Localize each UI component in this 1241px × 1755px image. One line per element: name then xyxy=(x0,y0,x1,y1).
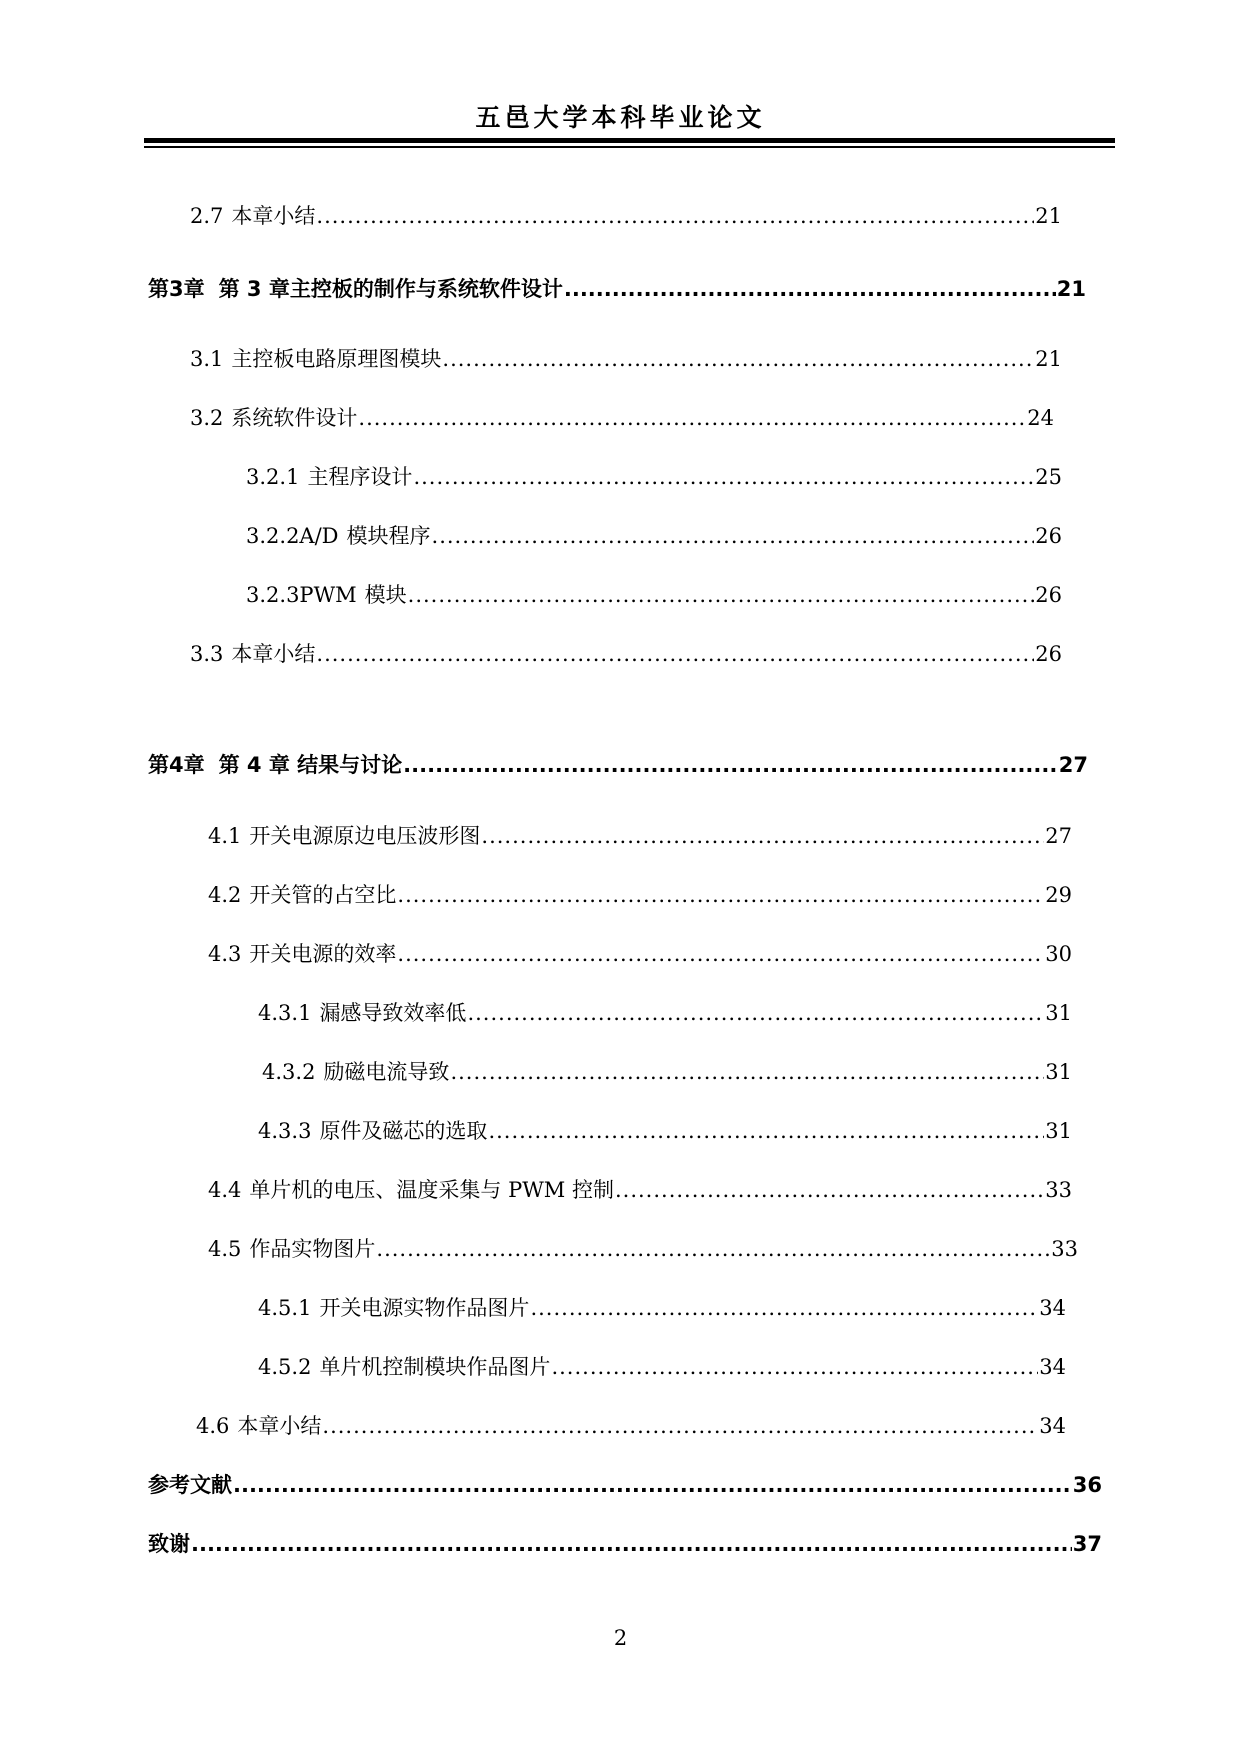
toc-entry[interactable] xyxy=(208,879,1072,909)
toc-entry-number: 3.2 xyxy=(190,406,224,430)
toc-entry-title: 第 4 章 结果与讨论 xyxy=(218,753,403,777)
toc-entry-number: 第3章 xyxy=(148,277,205,301)
toc-entry-title: 开关电源实物作品图片 xyxy=(319,1296,530,1320)
toc-entry-page: 27 xyxy=(1045,824,1072,848)
toc-entry-page: 34 xyxy=(1039,1414,1066,1438)
toc-entry[interactable] xyxy=(196,1410,1066,1440)
toc-dot-leader xyxy=(615,1178,1044,1202)
toc-entry[interactable] xyxy=(262,1056,1072,1086)
toc-entry-page: 34 xyxy=(1039,1355,1066,1379)
toc-entry[interactable] xyxy=(258,997,1072,1027)
toc-dot-leader xyxy=(467,1001,1044,1025)
toc-entry-page: 24 xyxy=(1027,406,1054,430)
toc-entry[interactable] xyxy=(258,1292,1066,1322)
toc-entry-page: 25 xyxy=(1035,465,1062,489)
toc-entry-page: 31 xyxy=(1045,1001,1072,1025)
toc-entry-title: 漏感导致效率低 xyxy=(319,1001,467,1025)
toc-entry-title: 系统软件设计 xyxy=(231,406,358,430)
toc-entry-page: 31 xyxy=(1045,1060,1072,1084)
toc-dot-leader xyxy=(413,465,1034,489)
toc-entry[interactable] xyxy=(208,1233,1078,1263)
toc-entry-title: 开关管的占空比 xyxy=(249,883,397,907)
toc-entry-number: 第4章 xyxy=(148,753,205,777)
toc-entry-page: 33 xyxy=(1045,1178,1072,1202)
toc-entry[interactable] xyxy=(258,1351,1066,1381)
toc-entry[interactable] xyxy=(246,461,1062,491)
toc-entry[interactable] xyxy=(246,520,1062,550)
toc-entry-title: 致谢 xyxy=(148,1532,190,1556)
toc-entry-number: 3.1 xyxy=(190,347,224,371)
toc-dot-leader xyxy=(403,753,1058,777)
toc-entry-number: 4.5.1 xyxy=(258,1296,312,1320)
toc-dot-leader xyxy=(397,883,1044,907)
toc-entry[interactable] xyxy=(148,273,1086,303)
toc-dot-leader xyxy=(551,1355,1038,1379)
toc-entry-number: 3.2.1 xyxy=(246,465,300,489)
page-number: 2 xyxy=(613,1626,628,1650)
toc-entry-number: 3.3 xyxy=(190,642,224,666)
toc-entry-number: 2.7 xyxy=(190,204,224,228)
toc-entry[interactable] xyxy=(190,200,1062,230)
toc-entry-page: 27 xyxy=(1058,753,1088,777)
toc-entry[interactable] xyxy=(148,749,1088,779)
toc-entry[interactable] xyxy=(190,638,1062,668)
toc-dot-leader xyxy=(450,1060,1044,1084)
toc-entry-title: 主程序设计 xyxy=(307,465,413,489)
toc-dot-leader xyxy=(397,942,1044,966)
toc-entry-page: 31 xyxy=(1045,1119,1072,1143)
toc-entry-page: 33 xyxy=(1051,1237,1078,1261)
toc-entry-title: 本章小结 xyxy=(231,642,316,666)
toc-entry-number: 4.5 xyxy=(208,1237,242,1261)
toc-entry-page: 21 xyxy=(1056,277,1086,301)
toc-dot-leader xyxy=(442,347,1034,371)
toc-entry[interactable] xyxy=(190,343,1062,373)
toc-dot-leader xyxy=(564,277,1056,301)
toc-dot-leader xyxy=(358,406,1026,430)
toc-entry-page: 26 xyxy=(1035,583,1062,607)
toc-dot-leader xyxy=(316,204,1034,228)
toc-entry-page: 36 xyxy=(1072,1473,1102,1497)
toc-entry-title: 励磁电流导致 xyxy=(323,1060,450,1084)
header-title: 五邑大学本科毕业论文 xyxy=(475,103,766,132)
toc-entry-page: 29 xyxy=(1045,883,1072,907)
toc-entry-title: 本章小结 xyxy=(237,1414,322,1438)
toc-dot-leader xyxy=(322,1414,1038,1438)
toc-entry[interactable] xyxy=(208,1174,1072,1204)
toc-entry-title: 单片机控制模块作品图片 xyxy=(319,1355,551,1379)
toc-entry-title: 参考文献 xyxy=(148,1473,232,1497)
toc-entry-number: 4.2 xyxy=(208,883,242,907)
toc-entry[interactable] xyxy=(148,1528,1102,1558)
toc-entry-page: 21 xyxy=(1035,204,1062,228)
toc-dot-leader xyxy=(481,824,1044,848)
toc-entry-number: 4.5.2 xyxy=(258,1355,312,1379)
toc-entry-title: 开关电源的效率 xyxy=(249,942,397,966)
toc-entry-title: 原件及磁芯的选取 xyxy=(319,1119,488,1143)
toc-entry-page: 26 xyxy=(1035,642,1062,666)
toc-entry-title: 作品实物图片 xyxy=(249,1237,376,1261)
toc-entry-number: 4.1 xyxy=(208,824,242,848)
toc-entry-number: 4.3 xyxy=(208,942,242,966)
toc-entry-number: 3.2.3PWM xyxy=(246,583,357,607)
toc-dot-leader xyxy=(233,1473,1072,1497)
toc-entry-page: 26 xyxy=(1035,524,1062,548)
toc-dot-leader xyxy=(376,1237,1050,1261)
toc-entry[interactable] xyxy=(208,938,1072,968)
toc-entry-title: 单片机的电压、温度采集与 PWM 控制 xyxy=(249,1178,614,1202)
toc-dot-leader xyxy=(530,1296,1038,1320)
toc-entry-title: 本章小结 xyxy=(231,204,316,228)
toc-entry[interactable] xyxy=(148,1469,1102,1499)
toc-entry-title: 第 3 章主控板的制作与系统软件设计 xyxy=(218,277,563,301)
toc-entry-title: 模块 xyxy=(364,583,407,607)
toc-entry-title: 模块程序 xyxy=(346,524,431,548)
toc-dot-leader xyxy=(488,1119,1044,1143)
toc-dot-leader xyxy=(408,583,1035,607)
header-rule-thick xyxy=(144,138,1115,143)
toc-entry-number: 4.6 xyxy=(196,1414,230,1438)
header-rule-thin xyxy=(144,146,1115,148)
toc-entry-number: 4.4 xyxy=(208,1178,242,1202)
toc-entry[interactable] xyxy=(208,820,1072,850)
toc-entry-page: 30 xyxy=(1045,942,1072,966)
toc-entry-title: 主控板电路原理图模块 xyxy=(231,347,442,371)
toc-entry-page: 34 xyxy=(1039,1296,1066,1320)
toc-entry-number: 4.3.1 xyxy=(258,1001,312,1025)
toc-dot-leader xyxy=(191,1532,1072,1556)
toc-entry-number: 4.3.3 xyxy=(258,1119,312,1143)
toc-entry-number: 4.3.2 xyxy=(262,1060,316,1084)
toc-entry[interactable] xyxy=(190,402,1054,432)
toc-entry[interactable] xyxy=(246,579,1062,609)
toc-entry-page: 37 xyxy=(1072,1532,1102,1556)
toc-entry-title: 开关电源原边电压波形图 xyxy=(249,824,481,848)
toc-dot-leader xyxy=(316,642,1034,666)
toc-dot-leader xyxy=(432,524,1035,548)
toc-entry-number: 3.2.2A/D xyxy=(246,524,339,548)
toc-entry-page: 21 xyxy=(1035,347,1062,371)
toc-entry[interactable] xyxy=(258,1115,1072,1145)
